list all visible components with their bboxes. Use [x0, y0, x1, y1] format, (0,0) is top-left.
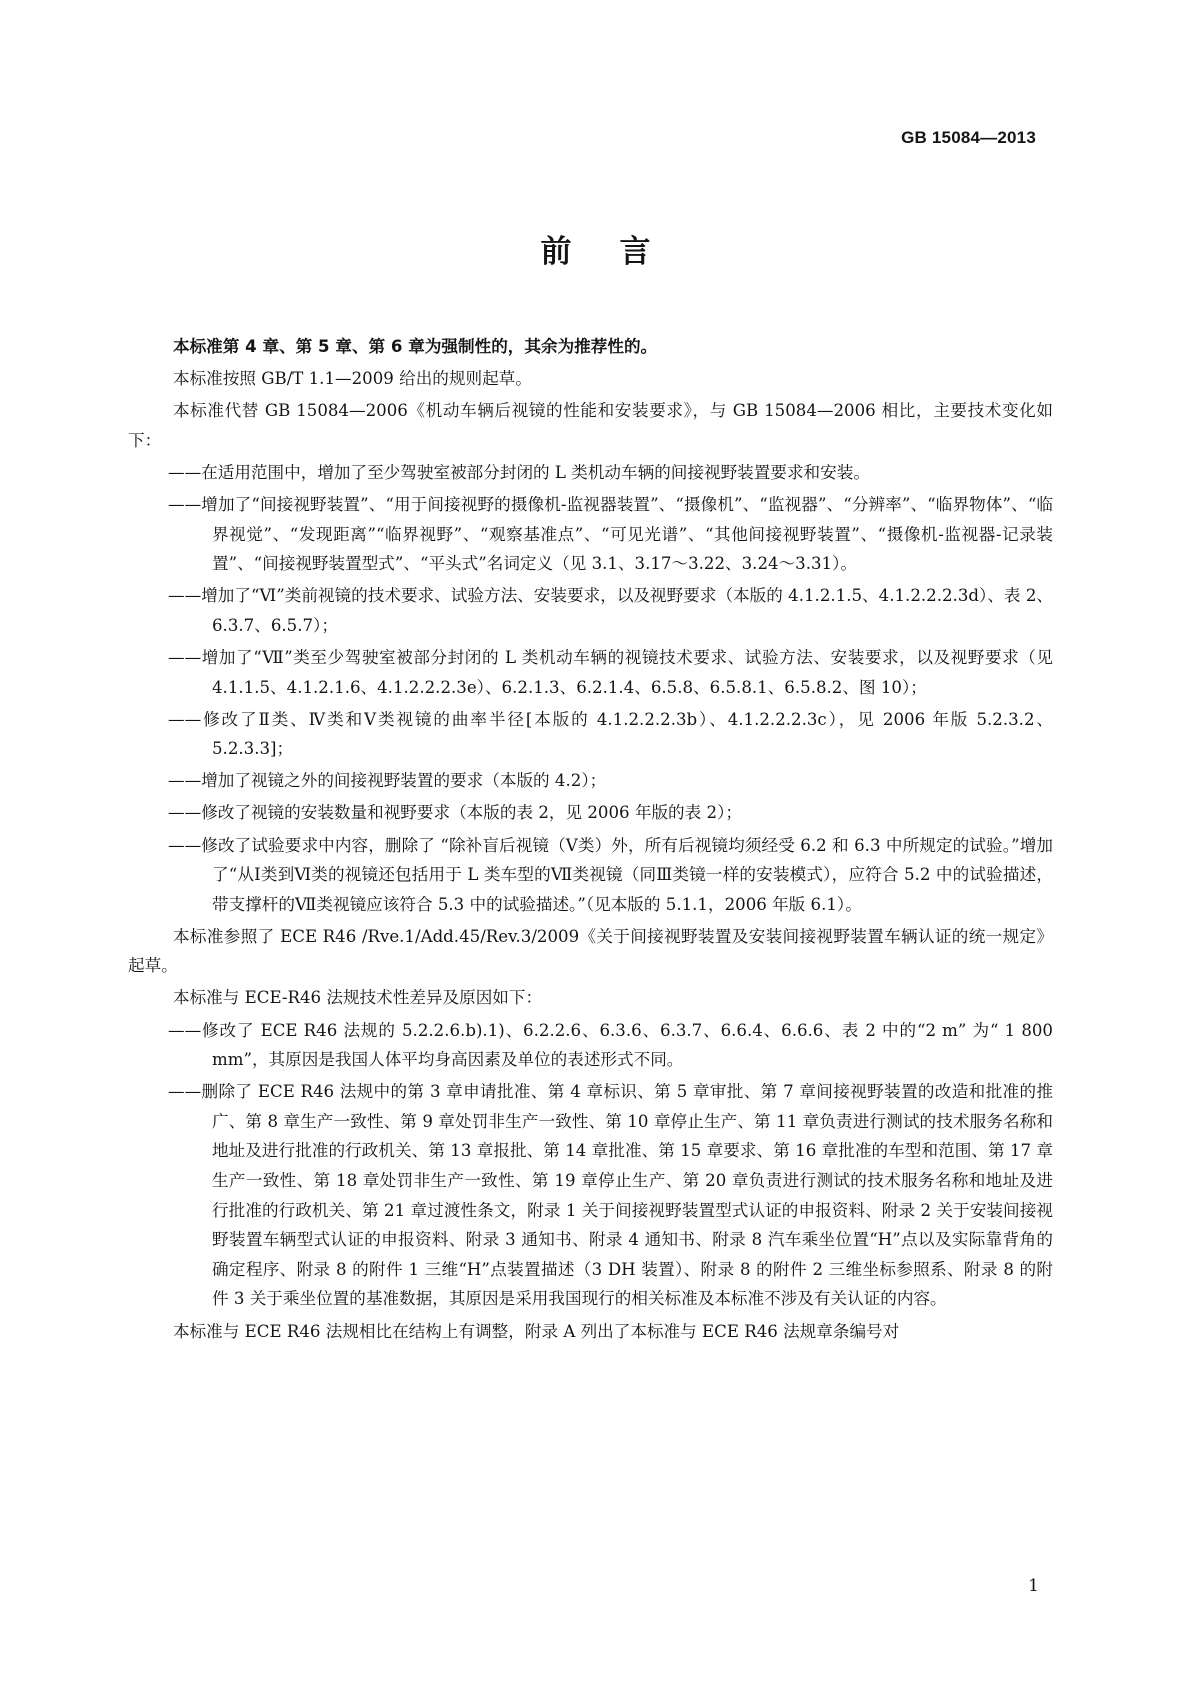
- paragraph-replacement: 本标准代替 GB 15084—2006《机动车辆后视镜的性能和安装要求》，与 GB 15084—2006 相比，主要技术变化如下：: [128, 401, 1053, 450]
- page-number: 1: [1028, 1576, 1039, 1596]
- list-item-change: ——修改了Ⅱ类、Ⅳ类和Ⅴ类视镜的曲率半径[本版的 4.1.2.2.2.3b）、4.1.2.2.2.3c），见 2006 年版 5.2.3.2、5.2.3.3]；: [168, 709, 1053, 759]
- list-item-change: ——修改了试验要求中内容，删除了 “除补盲后视镜（Ⅴ类）外，所有后视镜均须经受 6.2 和 6.3 中所规定的试验。”增加了“从Ⅰ类到Ⅵ类的视镜还包括用于 L 类车型的Ⅶ类视镜（同Ⅲ类镜一样的安装模式），应符合 5.2 中的试验描述，带支撑杆的Ⅶ类视镜应该符合 5.3 中的试验描述。”（见本版的 5.1.1，2006 年版 6.1）。: [168, 835, 1053, 914]
- paragraph-drafting-rules: 本标准按照 GB/T 1.1—2009 给出的规则起草。: [173, 369, 532, 389]
- list-item-difference: ——修改了 ECE R46 法规的 5.2.2.6.b).1)、6.2.2.6、6.3.6、6.3.7、6.6.4、6.6.6、表 2 中的“2 m” 为“ 1 800 mm”，其原因是我国人体平均身高因素及单位的表述形式不同。: [168, 1020, 1053, 1070]
- paragraph-differences-intro: 本标准与 ECE-R46 法规技术性差异及原因如下：: [173, 988, 543, 1008]
- list-item-change: ——增加了“Ⅵ”类前视镜的技术要求、试验方法、安装要求，以及视野要求（本版的 4.1.2.1.5、4.1.2.2.2.3d）、表 2、6.3.7、6.5.7）；: [168, 586, 1053, 635]
- foreword-body: [128, 332, 1053, 1349]
- page-title: 前言: [540, 234, 699, 270]
- paragraph-reference-ece: 本标准参照了 ECE R46 /Rve.1/Add.45/Rev.3/2009《关于间接视野装置及安装间接视野装置车辆认证的统一规定》起草。: [128, 926, 1053, 976]
- list-item-change: ——增加了“Ⅶ”类至少驾驶室被部分封闭的 L 类机动车辆的视镜技术要求、试验方法、安装要求，以及视野要求（见 4.1.1.5、4.1.2.1.6、4.1.2.2.2.3e）、6.2.1.3、6.2.1.4、6.5.8、6.5.8.1、6.5.8.2、图 10）；: [168, 647, 1053, 697]
- paragraph-structure: 本标准与 ECE R46 法规相比在结构上有调整，附录 A 列出了本标准与 ECE R46 法规章条编号对: [173, 1321, 900, 1341]
- list-item-change: ——在适用范围中，增加了至少驾驶室被部分封闭的 L 类机动车辆的间接视野装置要求和安装。: [168, 462, 870, 482]
- standard-code: GB 15084—2013: [901, 128, 1036, 147]
- paragraph-mandatory-chapters: 本标准第 4 章、第 5 章、第 6 章为强制性的，其余为推荐性的。: [173, 337, 658, 356]
- list-item-change: ——增加了“间接视野装置”、“用于间接视野的摄像机-监视器装置”、“摄像机”、“监视器”、“分辨率”、“临界物体”、“临界视觉”、“发现距离”“临界视野”、“观察基准点”、“可见光谱”、“其他间接视野装置”、“摄像机-监视器-记录装置”、“间接视野装置型式”、“平头式”名词定义（见 3.1、3.17～3.22、3.24～3.31）。: [168, 494, 1053, 574]
- list-item-change: ——增加了视镜之外的间接视野装置的要求（本版的 4.2）；: [168, 771, 607, 791]
- list-item-difference: ——删除了 ECE R46 法规中的第 3 章申请批准、第 4 章标识、第 5 章审批、第 7 章间接视野装置的改造和批准的推广、第 8 章生产一致性、第 9 章处罚非生产一致性、第 10 章停止生产、第 11 章负责进行测试的技术服务名称和地址及进行批准的行政机关、第 13 章报批、第 14 章批准、第 15 章要求、第 16 章批准的车型和范围、第 17 章生产一致性、第 18 章处罚非生产一致性、第 19 章停止生产、第 20 章负责进行测试的技术服务名称和地址及进行批准的行政机关、第 21 章过渡性条文，附录 1 关于间接视野装置型式认证的申报资料、附录 2 关于安装间接视野装置车辆型式认证的申报资料、附录 3 通知书、附录 4 通知书、附录 8 汽车乘坐位置“H”点以及实际靠背角的确定程序、附录 8 的附件 1 三维“H”点装置描述（3 DH 装置）、附录 8 的附件 2 三维坐标参照系、附录 8 的附件 3 关于乘坐位置的基准数据，其原因是采用我国现行的相关标准及本标准不涉及有关认证的内容。: [168, 1082, 1053, 1309]
- list-item-change: ——修改了视镜的安装数量和视野要求（本版的表 2，见 2006 年版的表 2）；: [168, 803, 742, 823]
